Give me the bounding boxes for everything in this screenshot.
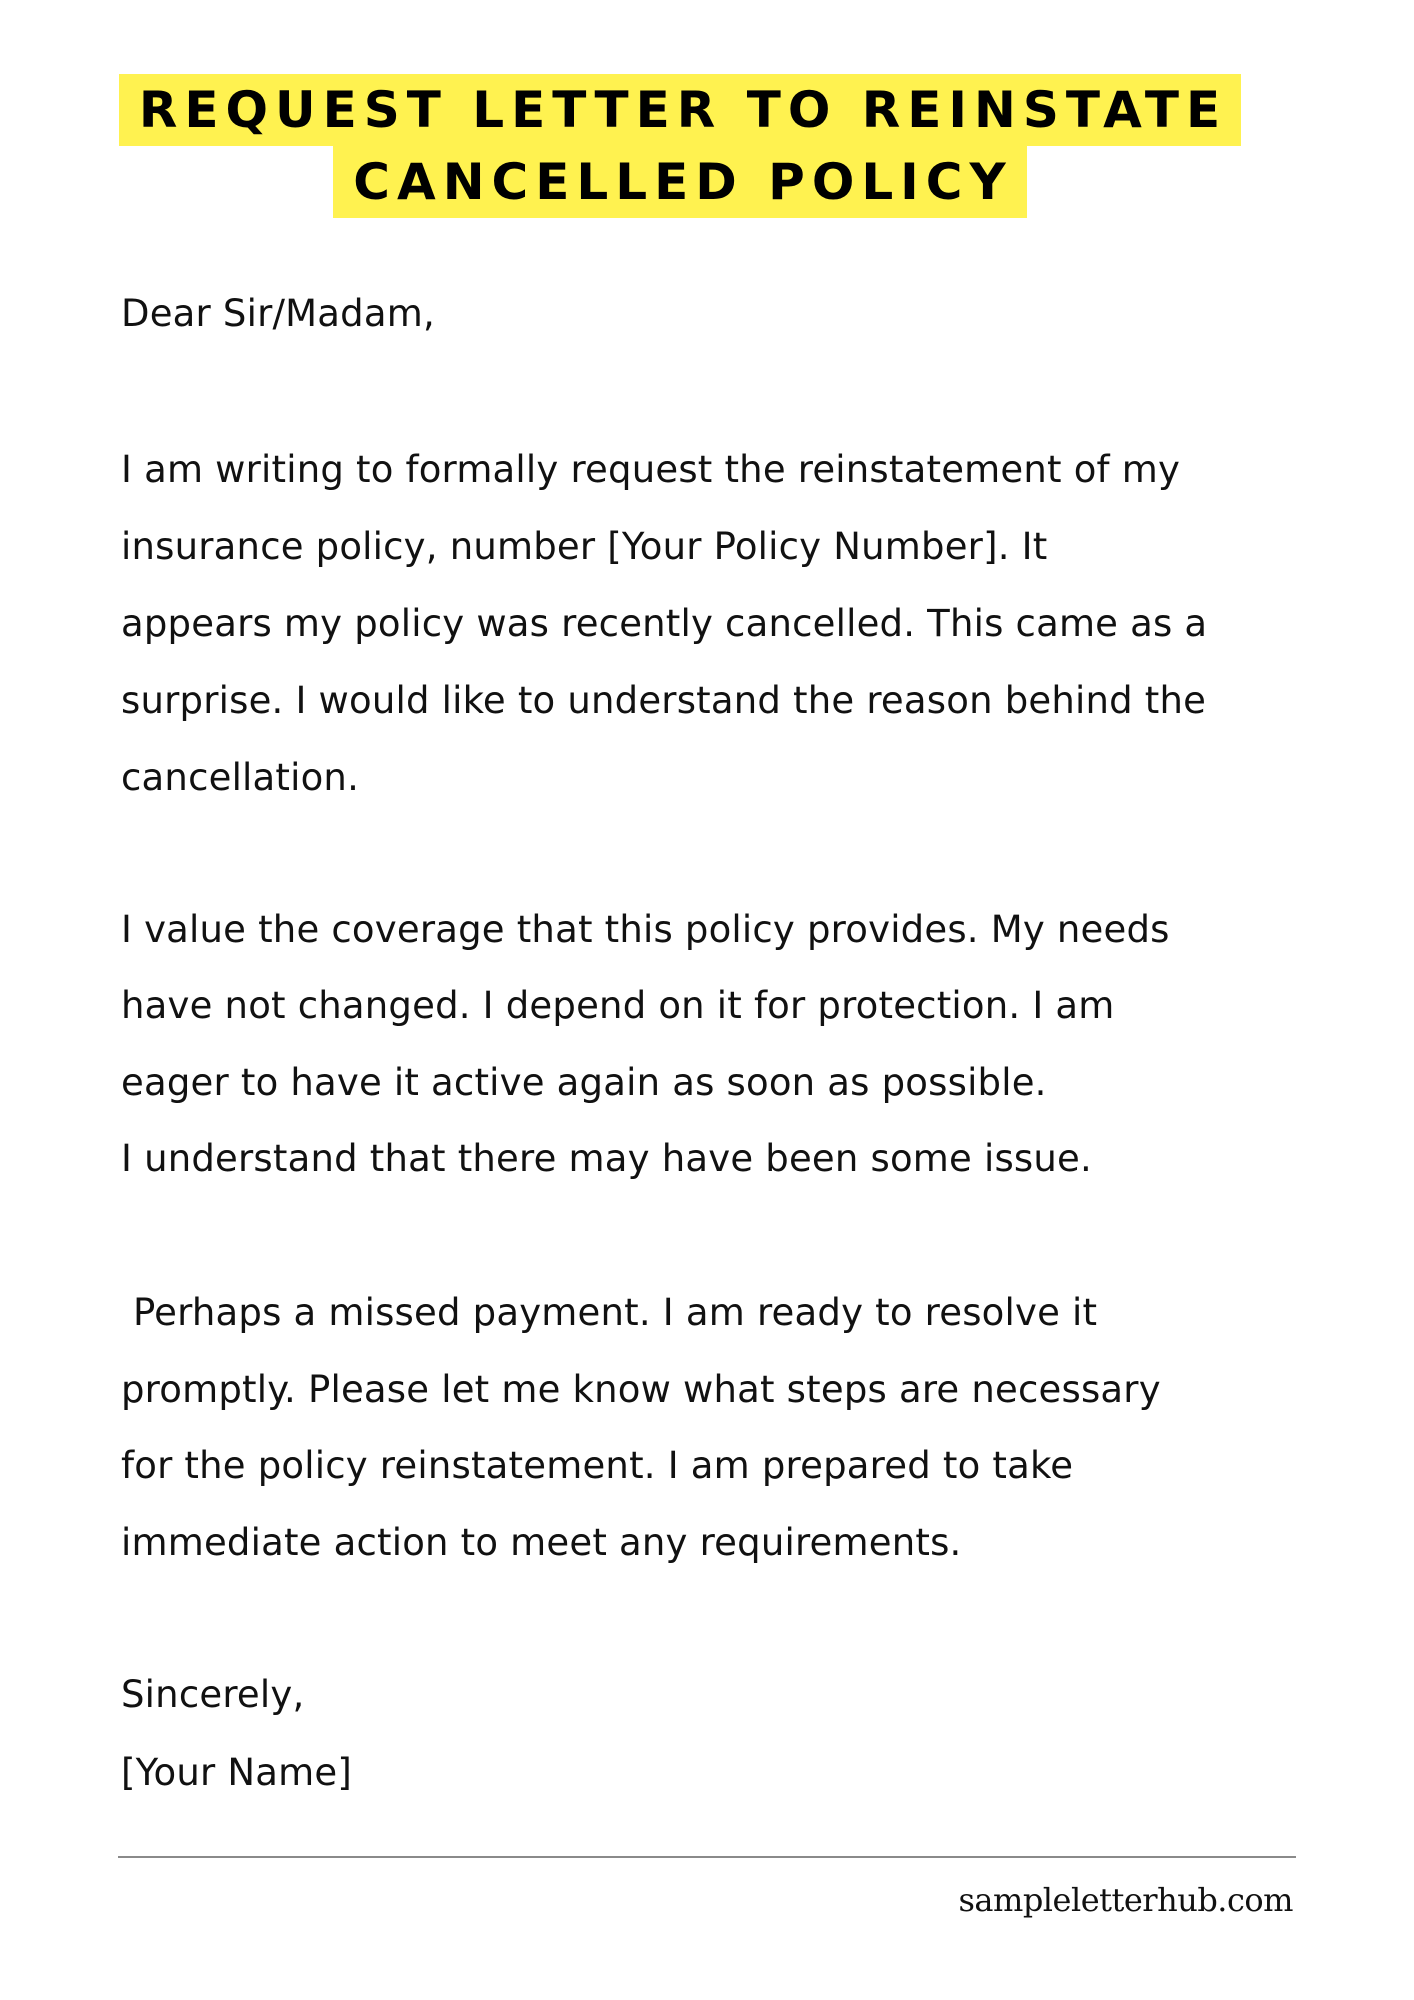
- footer-website: sampleletterhub.com: [958, 1881, 1293, 1919]
- footer-divider: [118, 1856, 1296, 1858]
- paragraph-line: Perhaps a missed payment. I am ready to resolve it: [121, 1291, 1098, 1334]
- title-line-1: REQUEST LETTER TO REINSTATE: [119, 74, 1241, 146]
- title-line-2: CANCELLED POLICY: [333, 146, 1027, 218]
- paragraph-line: promptly. Please let me know what steps are necessary: [121, 1368, 1161, 1411]
- paragraph-line: appears my policy was recently cancelled. This came as a: [121, 602, 1208, 645]
- paragraph-line: I value the coverage that this policy provides. My needs: [121, 908, 1170, 951]
- paragraph-line: I am writing to formally request the reinstatement of my: [121, 448, 1181, 491]
- paragraph-line: have not changed. I depend on it for protection. I am: [121, 984, 1115, 1027]
- paragraph-line: insurance policy, number [Your Policy Number]. It: [121, 525, 1048, 568]
- paragraph-line: cancellation.: [121, 756, 360, 799]
- paragraph-line: immediate action to meet any requirements.: [121, 1521, 962, 1564]
- paragraph-line: I understand that there may have been some issue.: [121, 1137, 1092, 1180]
- paragraph-line: eager to have it active again as soon as possible.: [121, 1061, 1047, 1104]
- paragraph-line: surprise. I would like to understand the reason behind the: [121, 679, 1207, 722]
- closing: Sincerely,: [121, 1673, 305, 1716]
- signature-placeholder: [Your Name]: [121, 1751, 352, 1794]
- salutation: Dear Sir/Madam,: [121, 292, 435, 335]
- paragraph-line: for the policy reinstatement. I am prepared to take: [121, 1444, 1074, 1487]
